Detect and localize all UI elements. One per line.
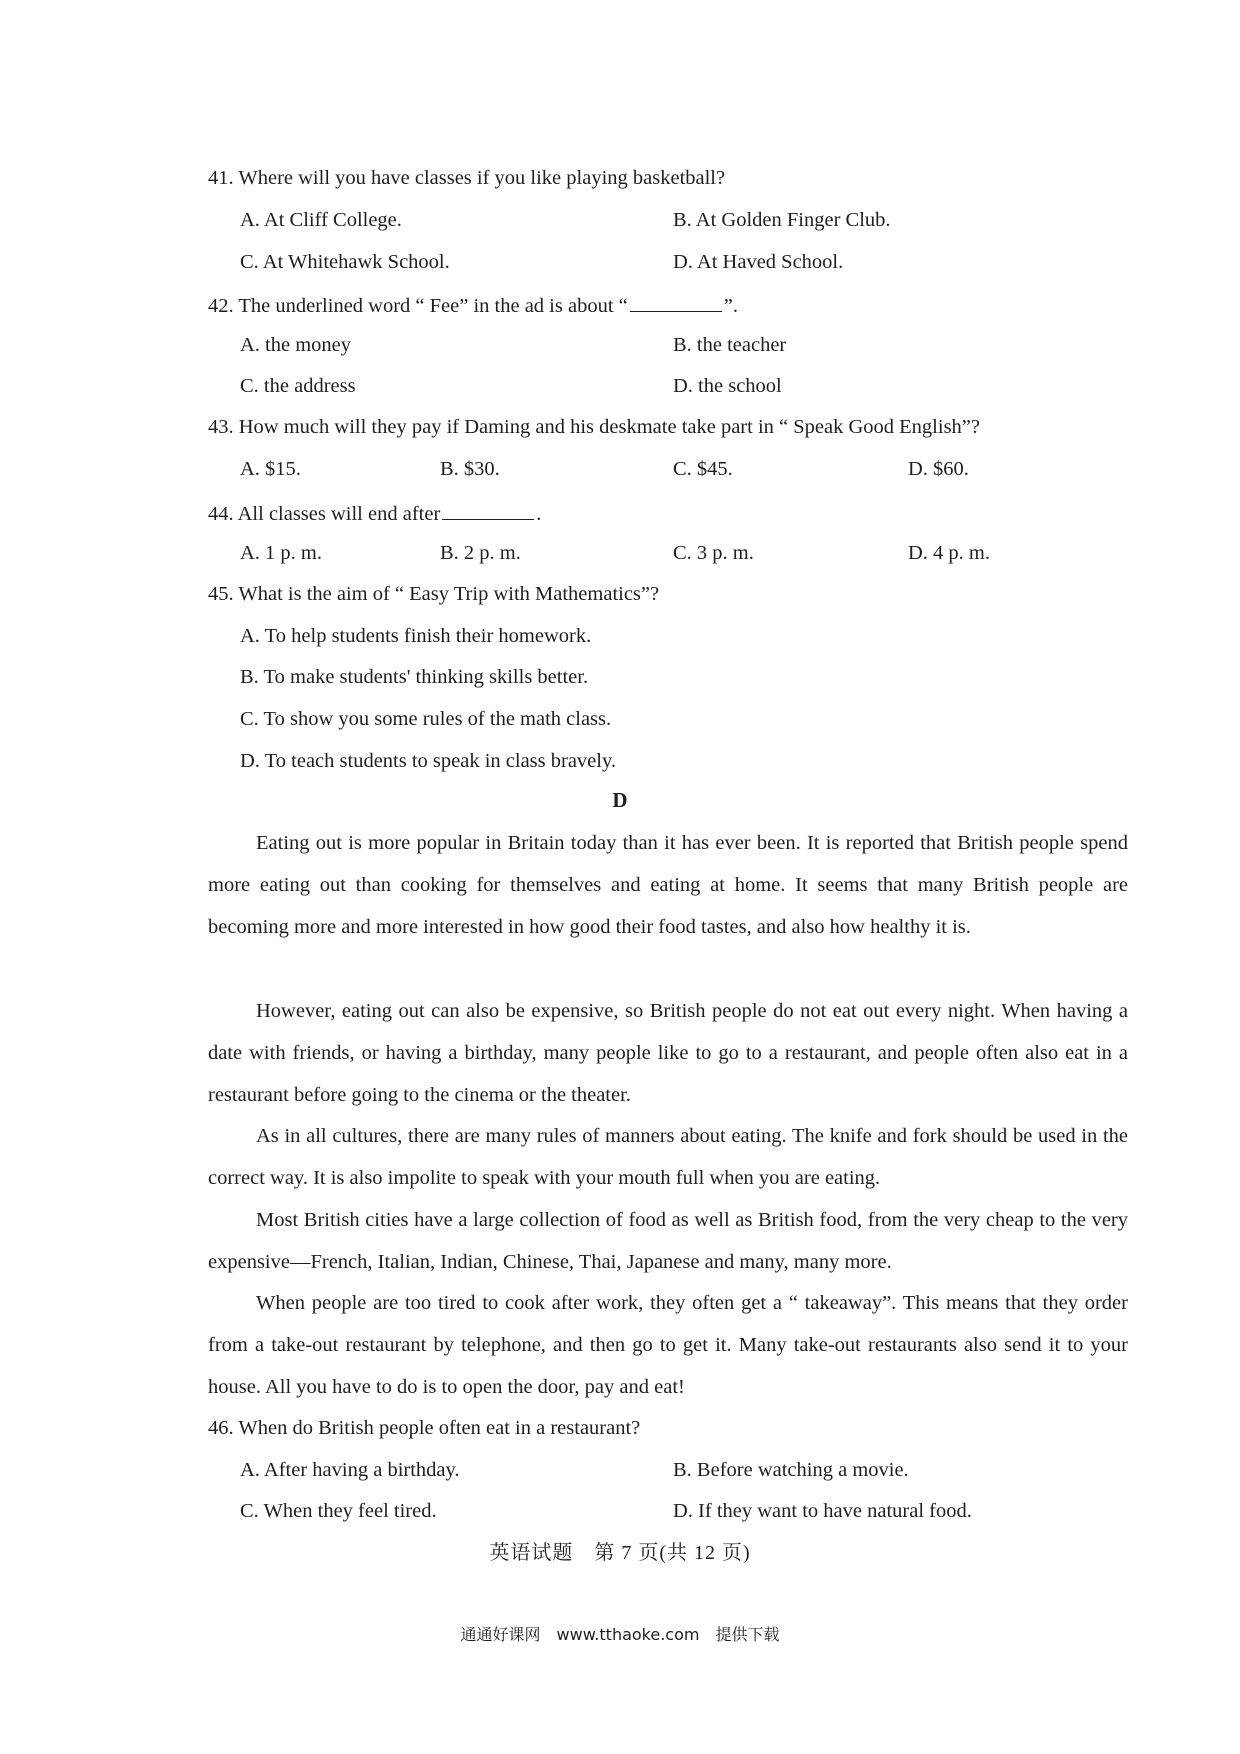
question-44-option-b: B. 2 p. m. — [440, 542, 521, 564]
question-46-option-a: A. After having a birthday. — [240, 1459, 460, 1481]
question-42-option-d: D. the school — [673, 375, 782, 397]
question-45-stem: 45. What is the aim of “ Easy Trip with Mathematics”? — [208, 583, 660, 605]
source-line: 通通好课网 www.tthaoke.com 提供下载 — [460, 1625, 780, 1644]
question-44-stem-end: . — [536, 503, 542, 525]
question-44-option-a: A. 1 p. m. — [240, 542, 322, 564]
passage-text: When people are too tired to cook after work, they often get a “ takeaway”. This means that they order from a take-out restaurant by telephone, and then go to get it. Many take-out restaurants also send it to your house. All you have to do is to open the door, pay and eat! — [208, 1292, 1128, 1398]
passage-paragraph-5 — [208, 1282, 1128, 1408]
question-41-option-b: B. At Golden Finger Club. — [673, 209, 891, 231]
passage-text: As in all cultures, there are many rules of manners about eating. The knife and fork should be used in the correct way. It is also impolite to speak with your mouth full when you are eating. — [208, 1125, 1128, 1189]
question-42-stem-text: 42. The underlined word “ Fee” in the ad is about “ — [208, 295, 628, 317]
passage-text: However, eating out can also be expensive, so British people do not eat out every night. When having a date with friends, or having a birthday, many people like to go to a restaurant, and people often also eat in a restaurant before going to the cinema or the theater. — [208, 1000, 1128, 1106]
question-43-option-b: B. $30. — [440, 458, 500, 480]
question-46-option-d: D. If they want to have natural food. — [673, 1500, 972, 1522]
question-41-stem: 41. Where will you have classes if you like playing basketball? — [208, 167, 726, 189]
answer-blank — [442, 499, 534, 520]
section-heading: D — [612, 788, 628, 812]
question-46-option-b: B. Before watching a movie. — [673, 1459, 909, 1481]
answer-blank — [630, 291, 722, 312]
question-45-option-d: D. To teach students to speak in class bravely. — [240, 750, 617, 772]
question-45-option-c: C. To show you some rules of the math class. — [240, 708, 612, 730]
passage-text: Most British cities have a large collection of food as well as British food, from the very cheap to the very expensive—French, Italian, Indian, Chinese, Thai, Japanese and many, many more. — [208, 1209, 1128, 1273]
question-45-option-b: B. To make students' thinking skills better. — [240, 666, 589, 688]
question-42-option-a: A. the money — [240, 334, 352, 356]
page-number-label: 英语试题 第 7 页(共 12 页) — [489, 1542, 751, 1564]
question-42-stem — [208, 291, 738, 318]
passage-text: Eating out is more popular in Britain today than it has ever been. It is reported that British people spend more eating out than cooking for themselves and eating at home. It seems that many British people are becoming more and more interested in how good their food tastes, and also how healthy it is. — [208, 832, 1128, 938]
question-43-option-a: A. $15. — [240, 458, 301, 480]
question-46-stem: 46. When do British people often eat in a restaurant? — [208, 1417, 641, 1439]
question-42-option-b: B. the teacher — [673, 334, 787, 356]
question-43-stem: 43. How much will they pay if Daming and his deskmate take part in “ Speak Good English”? — [208, 416, 980, 438]
question-44-option-c: C. 3 p. m. — [673, 542, 754, 564]
passage-paragraph-4 — [208, 1199, 1128, 1283]
question-46-option-c: C. When they feel tired. — [240, 1500, 437, 1522]
question-41-option-d: D. At Haved School. — [673, 251, 844, 273]
question-44-stem-text: 44. All classes will end after — [208, 503, 441, 525]
question-45-option-a: A. To help students finish their homework. — [240, 625, 592, 647]
passage-paragraph-3 — [208, 1115, 1128, 1199]
question-42-option-c: C. the address — [240, 375, 356, 397]
passage-paragraph-2 — [208, 990, 1128, 1116]
question-41-option-c: C. At Whitehawk School. — [240, 251, 450, 273]
question-44-stem — [208, 499, 541, 526]
question-41-option-a: A. At Cliff College. — [240, 209, 402, 231]
question-43-option-c: C. $45. — [673, 458, 733, 480]
passage-paragraph-1 — [208, 822, 1128, 948]
question-44-option-d: D. 4 p. m. — [908, 542, 990, 564]
question-43-option-d: D. $60. — [908, 458, 969, 480]
question-42-stem-end: ”. — [723, 295, 738, 317]
